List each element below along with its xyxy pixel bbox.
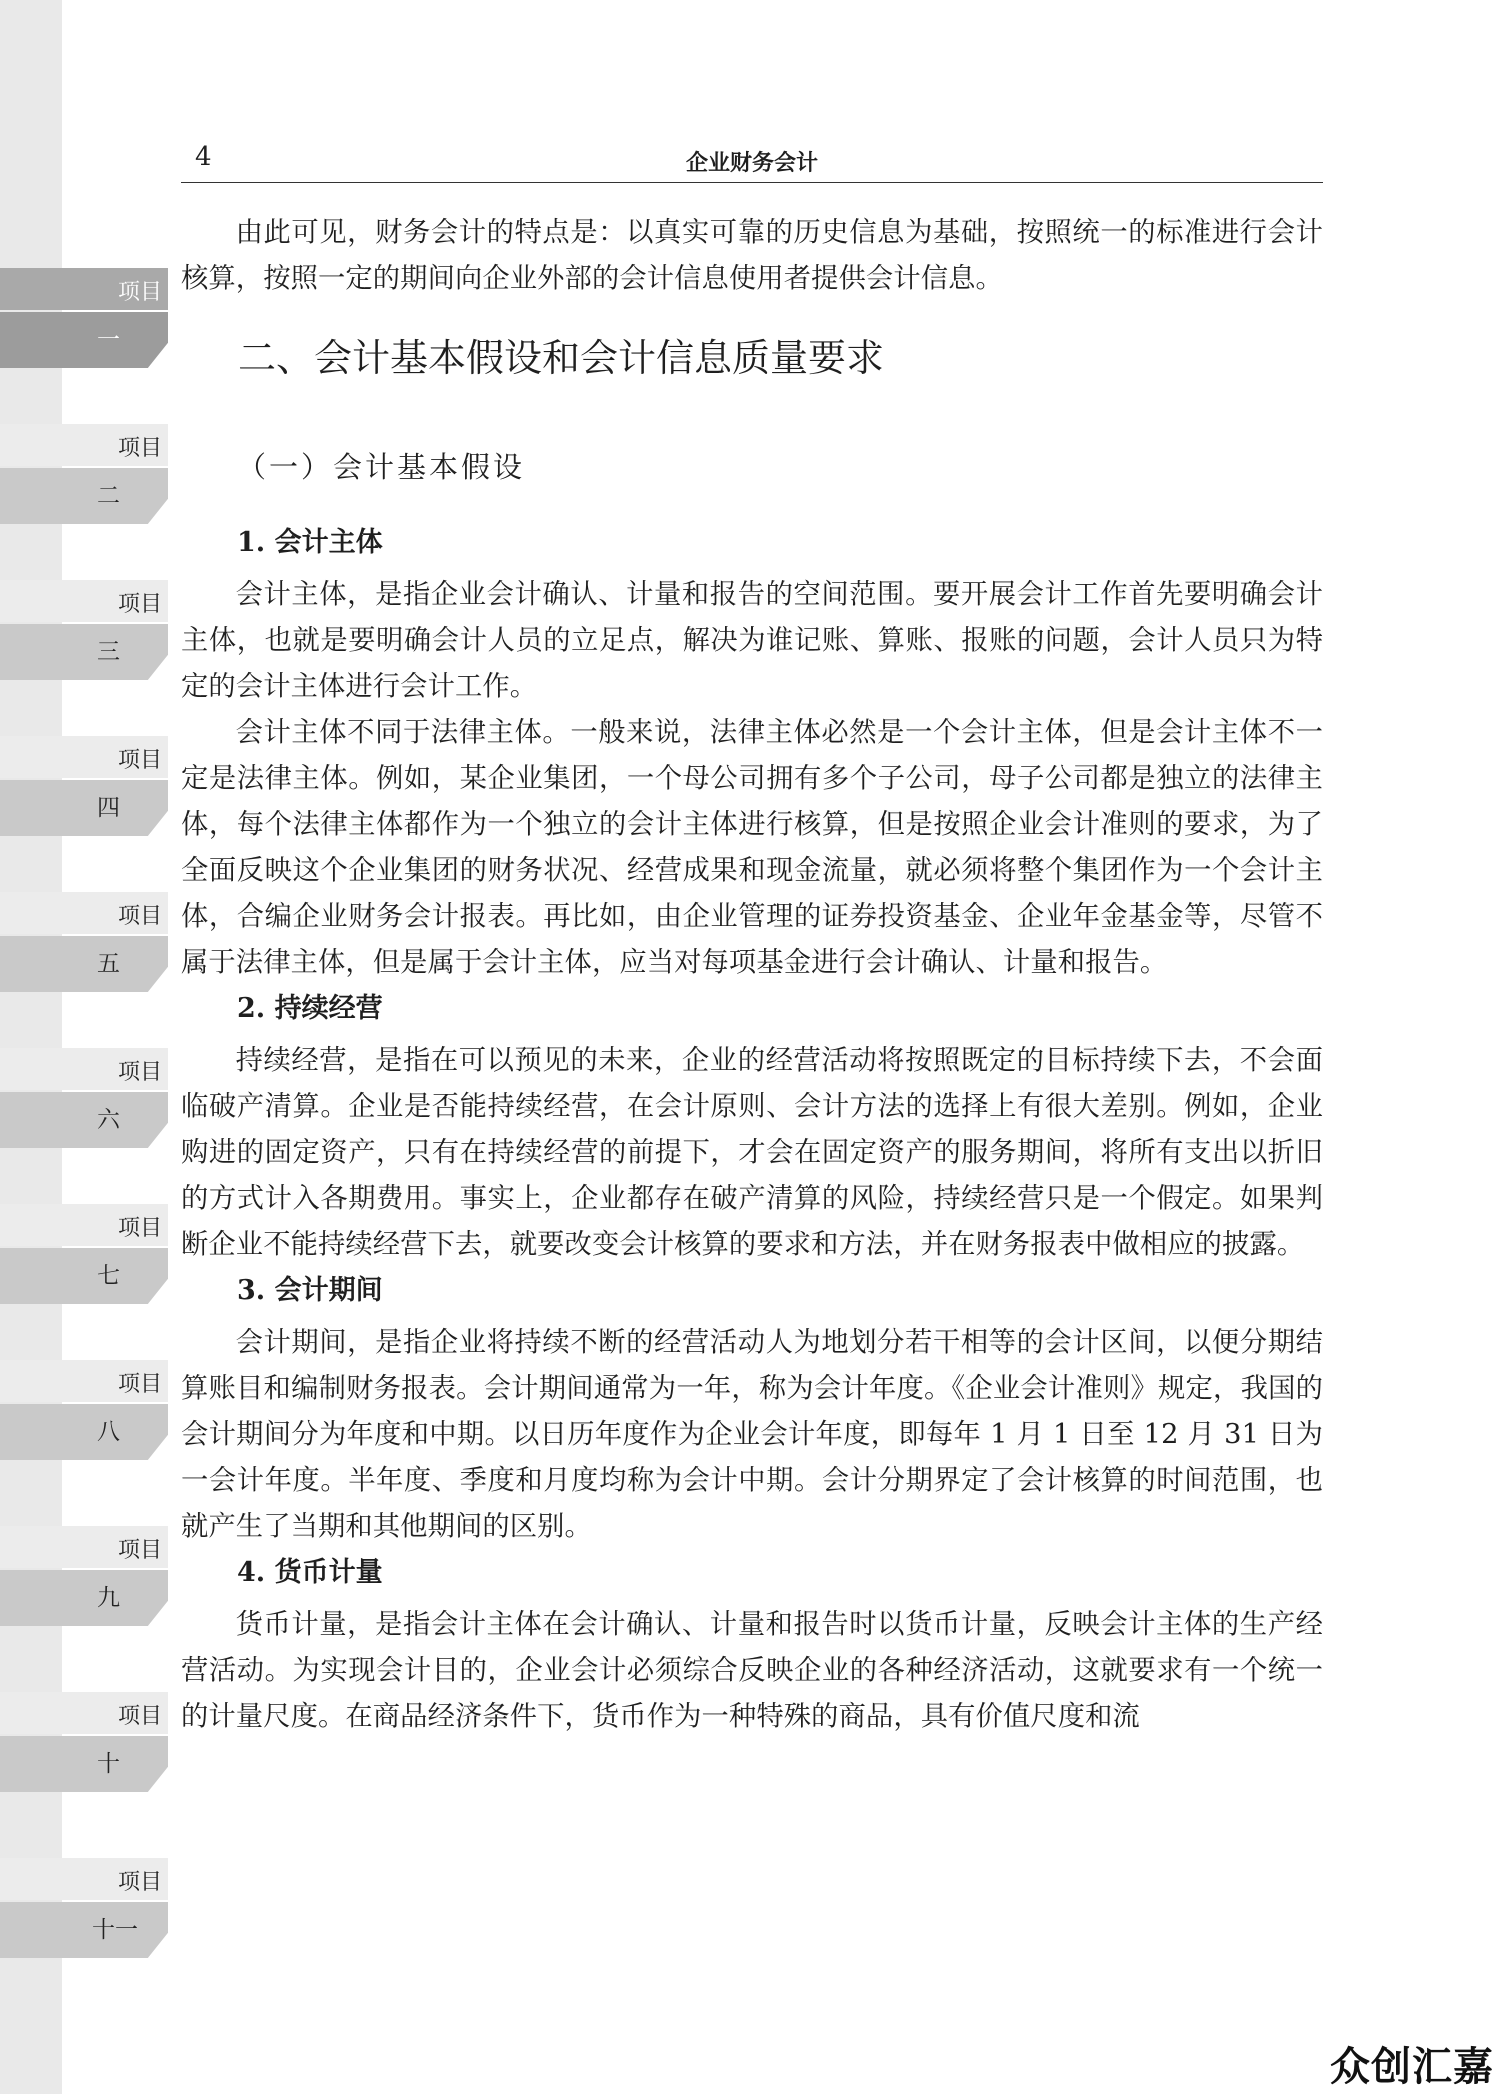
chapter-tab-number: 六 [97,1107,120,1133]
chapter-tab-label: 项目 [117,1216,162,1241]
chapter-tab-number: 一 [97,327,120,353]
item-title-accounting-entity [181,520,1323,566]
intro-paragraph: 由此可见，财务会计的特点是：以真实可靠的历史信息为基础，按照统一的标准进行会计核算，按照一定的期间向企业外部的会计信息使用者提供会计信息。 [181,217,1323,294]
chapter-tab-number: 十一 [92,1917,138,1943]
item-title-accounting-period [181,1268,1323,1314]
chapter-tab-2[interactable] [0,424,168,524]
chapter-tab-label: 项目 [117,592,162,617]
chapter-tab-label: 项目 [117,1870,162,1895]
chapter-tab-label: 项目 [117,904,162,929]
chapter-tab-label: 项目 [117,436,162,461]
paragraph: 会计主体不同于法律主体。一般来说，法律主体必然是一个会计主体，但是会计主体不一定是法律主体。例如，某企业集团，一个母公司拥有多个子公司，母子公司都是独立的法律主体，每个法律主体都作为一个独立的会计主体进行核算，但是按照企业会计准则的要求，为了全面反映这个企业集团的财务状况、经营成果和现金流量，就必须将整个集团作为一个会计主体，合编企业财务会计报表。再比如，由企业管理的证券投资基金、企业年金基金等，尽管不属于法律主体，但是属于会计主体，应当对每项基金进行会计确认、计量和报告。 [181,717,1323,978]
chapter-tab-5[interactable] [0,892,168,992]
chapter-tab-number: 七 [97,1263,120,1289]
chapter-tab-number: 二 [97,483,120,509]
item-heading: 会计主体 [274,527,383,558]
chapter-tab-1[interactable] [0,268,168,368]
chapter-tab-7[interactable] [0,1204,168,1304]
page-number: 4 [195,142,212,172]
chapter-tab-number: 八 [97,1419,120,1445]
chapter-tab-number: 三 [97,639,120,665]
paragraph: 持续经营，是指在可以预见的未来，企业的经营活动将按照既定的目标持续下去，不会面临破产清算。企业是否能持续经营，在会计原则、会计方法的选择上有很大差别。例如，企业购进的固定资产，只有在持续经营的前提下，才会在固定资产的服务期间，将所有支出以折旧的方式计入各期费用。事实上，企业都存在破产清算的风险，持续经营只是一个假定。如果判断企业不能持续经营下去，就要改变会计核算的要求和方法，并在财务报表中做相应的披露。 [181,1045,1323,1260]
subsection-title: （一）会计基本假设 [237,450,526,484]
chapter-tab-label: 项目 [117,1372,162,1397]
chapter-tab-10[interactable] [0,1692,168,1792]
running-header [181,138,1323,183]
chapter-tab-label: 项目 [117,1704,162,1729]
chapter-tab-label: 项目 [117,748,162,773]
watermark: 众创汇嘉 [1330,2044,1494,2090]
chapter-tab-3[interactable] [0,580,168,680]
chapter-tab-label: 项目 [117,280,162,305]
item-heading: 货币计量 [274,1557,383,1588]
chapter-tab-number: 五 [97,951,120,977]
chapter-tab-label: 项目 [117,1538,162,1563]
chapter-tab-number: 四 [97,795,120,821]
section-title: 二、会计基本假设和会计信息质量要求 [238,336,885,380]
chapter-tab-9[interactable] [0,1526,168,1626]
book-title: 企业财务会计 [685,151,818,176]
page-body [181,210,1323,1740]
chapter-tab-6[interactable] [0,1048,168,1148]
chapter-tab-number: 九 [97,1585,120,1611]
chapter-tab-number: 十 [97,1751,120,1777]
item-heading: 持续经营 [274,993,383,1024]
chapter-tab-4[interactable] [0,736,168,836]
item-number: 4. [237,1557,266,1588]
item-number: 3. [237,1275,266,1306]
item-title-monetary-measurement [181,1550,1323,1596]
paragraph: 货币计量，是指会计主体在会计确认、计量和报告时以货币计量，反映会计主体的生产经营活动。为实现会计目的，企业会计必须综合反映企业的各种经济活动，这就要求有一个统一的计量尺度。在商品经济条件下，货币作为一种特殊的商品，具有价值尺度和流 [181,1609,1323,1732]
chapter-tab-8[interactable] [0,1360,168,1460]
chapter-tab-label: 项目 [117,1060,162,1085]
item-number: 2. [237,993,266,1024]
paragraph: 会计主体，是指企业会计确认、计量和报告的空间范围。要开展会计工作首先要明确会计主体，也就是要明确会计人员的立足点，解决为谁记账、算账、报账的问题，会计人员只为特定的会计主体进行会计工作。 [181,579,1323,702]
item-title-going-concern [181,986,1323,1032]
item-heading: 会计期间 [274,1275,383,1306]
paragraph: 会计期间，是指企业将持续不断的经营活动人为地划分若干相等的会计区间，以便分期结算账目和编制财务报表。会计期间通常为一年，称为会计年度。《企业会计准则》规定，我国的会计期间分为年度和中期。以日历年度作为企业会计年度，即每年 1 月 1 日至 12 月 31 日为一会计年度。半年度、季度和月度均称为会计中期。会计分期界定了会计核算的时间范围，也就产生了当期和其他期间的区别。 [181,1327,1323,1542]
chapter-tab-11[interactable] [0,1858,168,1958]
item-number: 1. [237,527,266,558]
